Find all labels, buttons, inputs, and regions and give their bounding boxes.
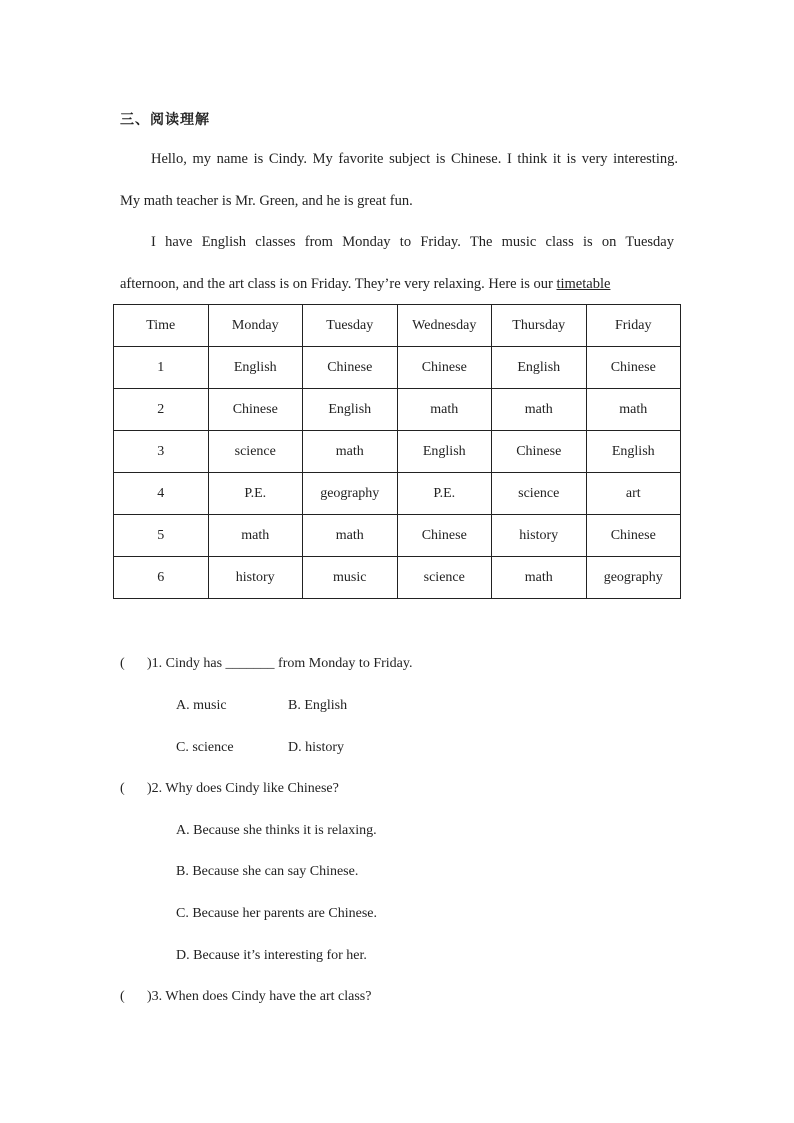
- table-cell: math: [303, 431, 398, 473]
- table-cell: English: [208, 347, 303, 389]
- answer-paren-open: (: [120, 989, 125, 1004]
- table-cell: English: [397, 431, 492, 473]
- timetable-header-row: [114, 305, 681, 347]
- table-cell: Chinese: [586, 347, 681, 389]
- option-c: C. Because her parents are Chinese.: [176, 906, 377, 921]
- header-cell: Time: [114, 305, 209, 347]
- table-cell: Chinese: [208, 389, 303, 431]
- table-cell: math: [492, 557, 587, 599]
- timetable-row: [114, 473, 681, 515]
- header-cell: Tuesday: [303, 305, 398, 347]
- table-cell: science: [208, 431, 303, 473]
- header-cell: Wednesday: [397, 305, 492, 347]
- table-cell: math: [492, 389, 587, 431]
- table-cell: 1: [114, 347, 209, 389]
- option-b: B. English: [288, 698, 348, 713]
- section-title: 三、阅读理解: [120, 113, 210, 128]
- timetable-link: timetable: [556, 276, 611, 292]
- table-cell: English: [492, 347, 587, 389]
- table-cell: Chinese: [586, 515, 681, 557]
- question-stem: )2. Why does Cindy like Chinese?: [147, 781, 339, 796]
- passage-p1-line2: My math teacher is Mr. Green, and he is great fun.: [120, 193, 413, 209]
- table-cell: English: [586, 431, 681, 473]
- table-cell: 6: [114, 557, 209, 599]
- table-cell: history: [492, 515, 587, 557]
- table-cell: 5: [114, 515, 209, 557]
- header-cell: Friday: [586, 305, 681, 347]
- table-cell: geography: [586, 557, 681, 599]
- table-cell: science: [397, 557, 492, 599]
- passage-p2-line1: I have English classes from Monday to Friday. The music class is on Tuesday: [151, 234, 674, 250]
- header-cell: Thursday: [492, 305, 587, 347]
- table-cell: Chinese: [303, 347, 398, 389]
- table-cell: math: [303, 515, 398, 557]
- table-cell: Chinese: [397, 347, 492, 389]
- option-a: A. Because she thinks it is relaxing.: [176, 823, 377, 838]
- table-cell: 3: [114, 431, 209, 473]
- timetable-row: [114, 515, 681, 557]
- table-cell: math: [586, 389, 681, 431]
- table-cell: science: [492, 473, 587, 515]
- option-d: D. Because it’s interesting for her.: [176, 948, 367, 963]
- passage-p2-line2: [120, 276, 678, 293]
- table-cell: English: [303, 389, 398, 431]
- table-cell: 2: [114, 389, 209, 431]
- table-cell: Chinese: [397, 515, 492, 557]
- table-cell: 4: [114, 473, 209, 515]
- option-a: A. music: [176, 698, 227, 713]
- timetable-row: [114, 431, 681, 473]
- passage-p1-line1: Hello, my name is Cindy. My favorite subject is Chinese. I think it is very interesting.: [151, 151, 678, 167]
- table-cell: geography: [303, 473, 398, 515]
- option-b: B. Because she can say Chinese.: [176, 864, 359, 879]
- table-cell: art: [586, 473, 681, 515]
- answer-paren-open: (: [120, 781, 125, 796]
- timetable-row: [114, 389, 681, 431]
- table-cell: math: [397, 389, 492, 431]
- option-d: D. history: [288, 740, 344, 755]
- question-stem: )3. When does Cindy have the art class?: [147, 989, 372, 1004]
- table-cell: P.E.: [397, 473, 492, 515]
- table-cell: P.E.: [208, 473, 303, 515]
- table-cell: math: [208, 515, 303, 557]
- table-cell: Chinese: [492, 431, 587, 473]
- timetable-row: [114, 347, 681, 389]
- header-cell: Monday: [208, 305, 303, 347]
- answer-paren-open: (: [120, 656, 125, 671]
- option-c: C. science: [176, 740, 234, 755]
- question-stem: )1. Cindy has _______ from Monday to Friday.: [147, 656, 413, 671]
- timetable: [113, 304, 681, 599]
- table-cell: music: [303, 557, 398, 599]
- passage-p2-line2-text: afternoon, and the art class is on Friday. They’re very relaxing. Here is our: [120, 276, 553, 292]
- table-cell: history: [208, 557, 303, 599]
- timetable-row: [114, 557, 681, 599]
